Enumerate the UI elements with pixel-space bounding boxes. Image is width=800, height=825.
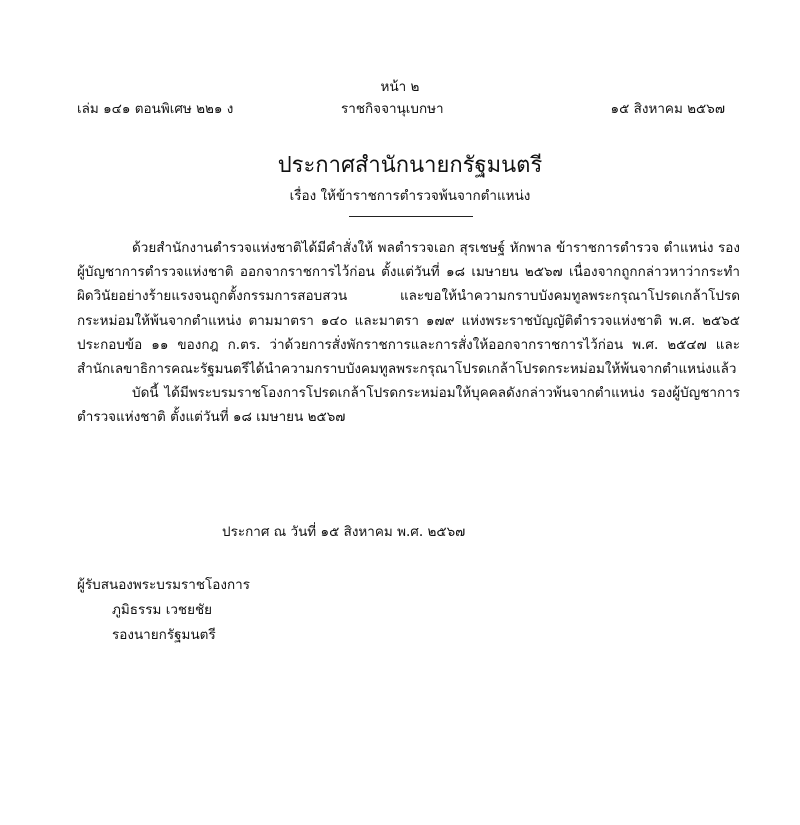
gazette-name: ราชกิจจานุเบกษา xyxy=(341,101,444,117)
gazette-date: ๑๕ สิงหาคม ๒๕๖๗ xyxy=(610,101,725,117)
announcement-subject: เรื่อง ให้ข้าราชการตำรวจพ้นจากตำแหน่ง xyxy=(289,188,531,204)
announcement-title: ประกาศสำนักนายกรัฐมนตรี xyxy=(277,153,543,178)
paragraph-1: ด้วยสำนักงานตำรวจแห่งชาติได้มีคำสั่งให้ พลตำรวจเอก สุรเชษฐ์ หักพาล ข้าราชการตำรวจ ตำแหน่ง รองผู้บัญชาการตำรวจแห่งชาติ ออกจากราชการไว้ก่อน ตั้งแต่วันที่ ๑๘ เมษายน ๒๕๖๗ เนื่องจากถูกกล่าวหาว่ากระทำผิดวินัยอย่างร้ายแรงจนถูกตั้งกรรมการสอบสวน และขอให้นำความกราบบังคมทูลพระกรุณาโปรดเกล้าโปรดกระหม่อมให้พ้นจากตำแหน่ง ตามมาตรา ๑๔๐ และมาตรา ๑๗๙ แห่งพระราชบัญญัติตำรวจแห่งชาติ พ.ศ. ๒๕๖๕ ประกอบข้อ ๑๑ ของกฎ ก.ตร. ว่าด้วยการสั่งพักราชการและการสั่งให้ออกจากราชการไว้ก่อน พ.ศ. ๒๕๔๗ และสำนักเลขาธิการคณะรัฐมนตรีได้นำความกราบบังคมทูลพระกรุณาโปรดเกล้าโปรดกระหม่อมให้พ้นจากตำแหน่งแล้ว xyxy=(77,240,740,378)
title-divider xyxy=(349,216,473,217)
issued-date: ประกาศ ณ วันที่ ๑๕ สิงหาคม พ.ศ. ๒๕๖๗ xyxy=(222,524,466,540)
volume-issue: เล่ม ๑๔๑ ตอนพิเศษ ๒๒๑ ง xyxy=(77,101,234,117)
signatory-name: ภูมิธรรม เวชยชัย xyxy=(112,602,213,618)
announcement-body xyxy=(77,236,740,430)
page-number: หน้า ๒ xyxy=(380,79,420,95)
paragraph-2: บัดนี้ ได้มีพระบรมราชโองการโปรดเกล้าโปรดกระหม่อมให้บุคคลดังกล่าวพ้นจากตำแหน่ง รองผู้บัญชาการตำรวจแห่งชาติ ตั้งแต่วันที่ ๑๘ เมษายน ๒๕๖๗ xyxy=(77,385,740,426)
signatory-position: รองนายกรัฐมนตรี xyxy=(112,627,216,643)
countersign-label: ผู้รับสนองพระบรมราชโองการ xyxy=(77,577,250,593)
